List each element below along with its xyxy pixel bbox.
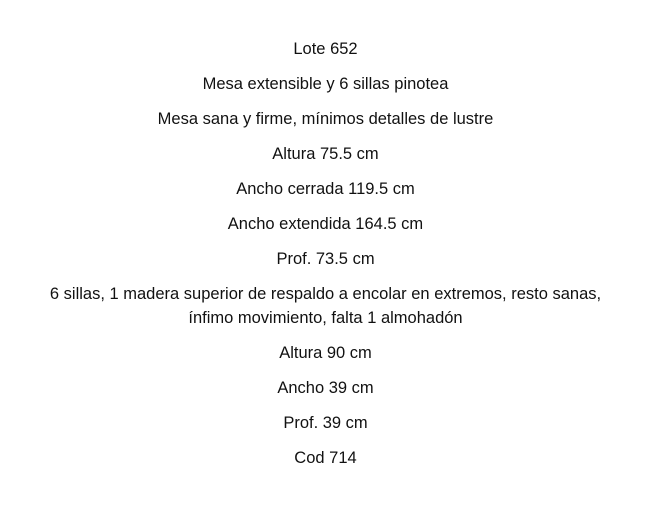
table-condition: Mesa sana y firme, mínimos detalles de lustre [157, 110, 494, 128]
table-width-closed: Ancho cerrada 119.5 cm [236, 180, 415, 198]
chairs-condition [0, 282, 651, 330]
item-title: Mesa extensible y 6 sillas pinotea [202, 75, 449, 93]
chairs-condition-line-1: 6 sillas, 1 madera superior de respaldo a encolar en extremos, resto sanas, [49, 285, 602, 303]
lot-number: Lote 652 [293, 40, 358, 58]
item-code: Cod 714 [294, 449, 357, 467]
chair-width: Ancho 39 cm [277, 379, 374, 397]
table-depth: Prof. 73.5 cm [276, 250, 375, 268]
chairs-condition-line-2: ínfimo movimiento, falta 1 almohadón [188, 309, 463, 327]
table-height: Altura 75.5 cm [272, 145, 379, 163]
table-width-extended: Ancho extendida 164.5 cm [227, 215, 424, 233]
chair-depth: Prof. 39 cm [283, 414, 368, 432]
chair-height: Altura 90 cm [279, 344, 372, 362]
